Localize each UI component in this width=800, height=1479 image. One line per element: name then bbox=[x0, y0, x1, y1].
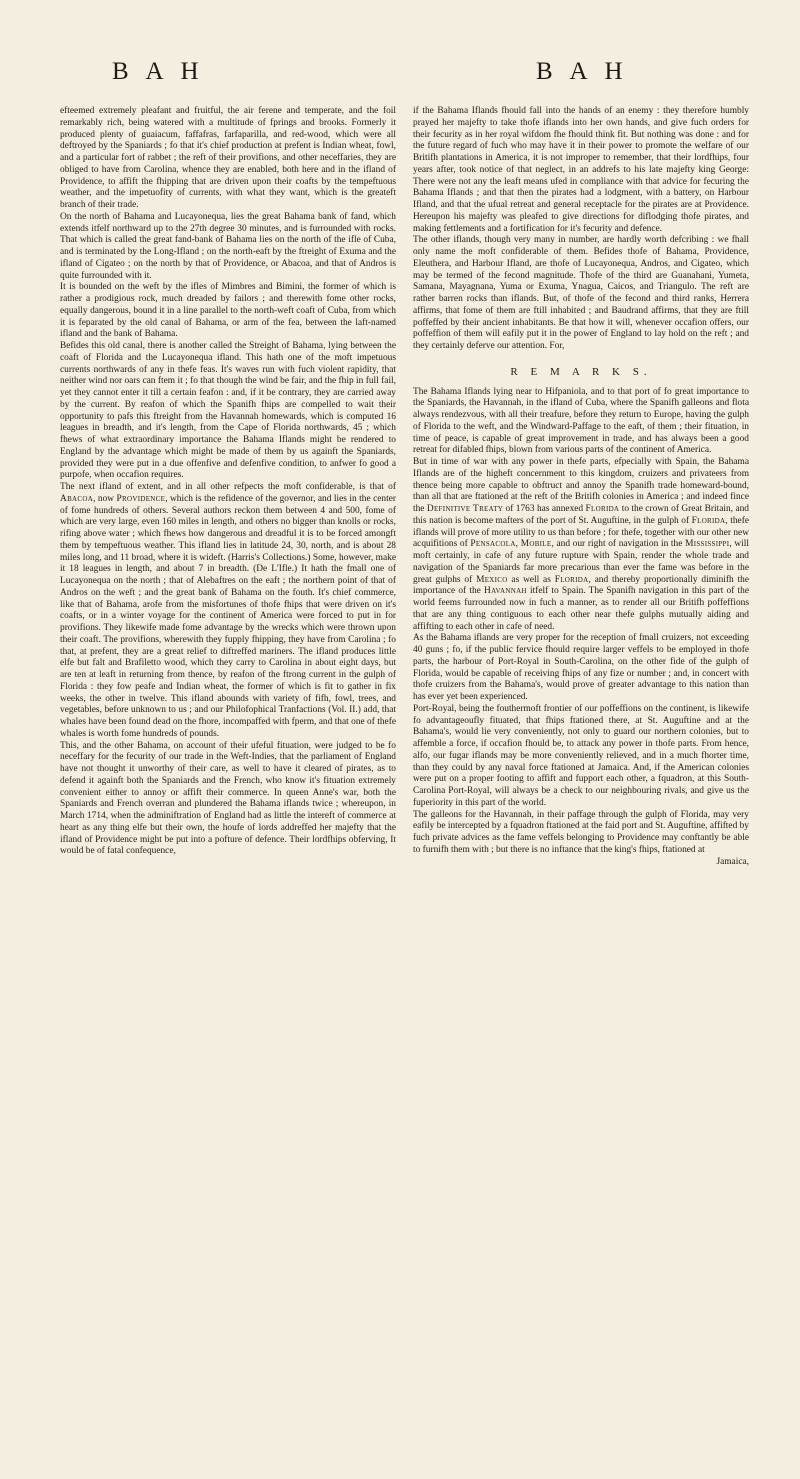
place-name: Providence bbox=[116, 493, 166, 504]
place-name: Havannah bbox=[484, 586, 527, 597]
text-run: as well as bbox=[507, 574, 555, 585]
right-column bbox=[413, 106, 749, 868]
place-name: Florida bbox=[691, 515, 726, 526]
catchword: Jamaica, bbox=[716, 856, 749, 867]
text-run: to the crown of Great Britain, and this nation is become mafters of the port of St. Auguftine, in the gulph of bbox=[413, 504, 749, 526]
paragraph: On the north of Bahama and Lucayonequa, lies the great Bahama bank of fand, which extends itfelf northward up to the 27th degree 30 minutes, and is furrounded with rocks. That which is called the great fand-bank of Bahama lies on the north of the ifle of Cuba, and is terminated by the Long-Ifland ; on the north-eaft by the ftreight of Exuma and the ifland of Cigateo ; on the north by that of Providence, or Abacoa, and that of Andros is quite furrounded with it. bbox=[60, 211, 396, 281]
text-run: , thefe iflands will prove of more utility to us than before ; for thefe, together with our other new acquifitions of bbox=[413, 515, 749, 550]
place-name: Mississippi bbox=[685, 539, 730, 550]
text-run: itfelf to Spain. The Spanifh navigation in this part of the world feems furrounded now in fuch a manner, as to render all our Britifh poffeffions that are any thing contiguous to each other near thefe gulphs mutually aiding and affifting to each other in cafe of need. bbox=[413, 586, 749, 632]
paragraph: Befides this old canal, there is another called the Streight of Bahama, lying between the coaft of Florida and the Lucayonequa ifland. This hath one of the moft impetuous currents northwards of any in thefe feas. It's waves run with fuch violent rapidity, that neither wind nor oars can ftem it ; fo that though the wind be fair, and the fhip in full fail, yet they cannot enter it till a certain feafon : and, if it be contrary, they are carried away by the current. By reafon of which the Spanifh fhips are compelled to wait their opportunity to pafs this ftreight from the Havannah homewards, which is computed 16 leagues in breadth, and it's length, from the Cape of Florida northwards, 45 ; which fhews of what extraordinary importance the Bahama Iflands might be rendered to England by the advantage which might be made of them by us againft the Spaniards, provided they were put in a due offenfive and defenfive condition, to anfwer fo good a purpofe, when occafion requires. bbox=[60, 341, 396, 481]
text-run: , now bbox=[93, 493, 117, 504]
place-name: Pensacola bbox=[470, 539, 516, 550]
paragraph: if the Bahama Iflands fhould fall into the hands of an enemy : they therefore humbly prayed her majefty to take thofe iflands into her own hands, and give fuch orders for their fecurity as in her royal wifdom fhe fhould think fit. But nothing was done : and for the future regard of fuch who may have it in their power to promote the welfare of our Britifh plantations in America, it is not improper to remember, that their lordfhips, four years after, took notice of that neglect, in an addrefs to his late majefty king George: There were not any the leaft means ufed in compliance with that advice for fecuring the Bahama Iflands ; and that then the pirates had a lodgment, with a battery, on Harbour Ifland, and that the ufual retreat and general receptacle for the pirates are at Providence. Hereupon his majefty was pleafed to give directions for diflodging thofe pirates, and making fettlements and a fortification for it's fecurity and defence. bbox=[413, 106, 749, 234]
left-column bbox=[60, 106, 396, 858]
place-name: Florida bbox=[585, 504, 620, 514]
text-run: The next ifland of extent, and in all other refpects the moft confiderable, is that of bbox=[60, 482, 396, 492]
paragraph: As the Bahama iflands are very proper for the reception of fmall cruizers, not exceeding 40 guns ; fo, if the public fervice fhould require larger veffels to be employed in thofe parts, the harbour of Port-Royal in South-Carolina, on the other fide of the gulph of Florida, would be capable of receiving fhips of any fize or number ; and, in concert with thofe cruizers from the Bahama's, would prove of greater advantage to this nation than has ever yet been experienced. bbox=[413, 633, 749, 702]
place-name: Mobile bbox=[520, 539, 552, 550]
paragraph bbox=[60, 482, 396, 741]
remarks-heading: R E M A R K S. bbox=[510, 365, 652, 378]
paragraph: The other iflands, though very many in number, are hardly worth defcribing : we fhall only name the moft confiderable of them. Befides thofe of Bahama, Providence, Eleuthera, and Harbour Ifland, are thofe of Lucayonequa, Andros, and Cigateo, which may be termed of the fecond magnitude. Thofe of the third are Guanahani, Yumeta, Samana, Mayagnana, Yuma or Exuma, Ynagua, Caicos, and Triangulo. The reft are rather barren rocks than iflands. But, of thofe of the fecond and third ranks, Herrera affirms, that fome of them are ftill inhabited ; and Baudrand affirms, that they are ftill poffeffed by their ancient inhabitants. Be that how it will, whenever occafion offers, our poffeffion of them will eafily put it in the power of England to lay hold on the reft ; and they certainly deferve our attention. For, bbox=[413, 235, 749, 351]
paragraph bbox=[413, 457, 749, 633]
page-header-left: B A H bbox=[112, 58, 205, 85]
paragraph: The galleons for the Havannah, in their paffage through the gulph of Florida, may very eafily be intercepted by a fquadron ftationed at the faid port and St. Auguftine, affifted by fuch private advices as the fame veffels belonging to Providence may conftantly be able to furnifh them with ; but there is no inftance that the king's fhips, ftationed at bbox=[413, 809, 749, 855]
place-name: Abacoa bbox=[60, 493, 94, 504]
text-run: , and thereby proportionally diminifh the importance of the bbox=[413, 574, 749, 597]
place-name: Florida bbox=[554, 574, 589, 585]
treaty-name: Definitive Treaty bbox=[426, 504, 504, 514]
paragraph: This, and the other Bahama, on account of their ufeful fituation, were judged to be fo neceffary for the fecurity of our trade in the Weft-Indies, that the parliament of England have not thought it unworthy of their care, as well to have it cleared of pirates, as to defend it againft both the Spaniards and the French, who know it's fituation extremely convenient either to annoy or affift their commerce. In queen Anne's war, both the Spaniards and French overran and plundered the Bahama iflands twice ; whereupon, in March 1714, when the adminiftration of England had as little the intereft of commerce at heart as any thing elfe but their own, the houfe of lords addreffed her majefty that the ifland of Providence might be put into a pofture of defence. Their lordfhips obferving, It would be of fatal confequence, bbox=[60, 740, 396, 857]
text-run: , will moft certainly, in cafe of any future rupture with Spain, render the whole trade and navigation of the Spaniards far more precarious than ever the fame was before in the great gulphs of bbox=[413, 539, 749, 585]
page-header-right: B A H bbox=[536, 58, 629, 85]
text-run: But in time of war with any power in thefe parts, efpecially with Spain, the Bahama Iflands are of the higheft concernment to this kingdom, cruizers and privateers from thence being more capable to obftruct and annoy the Spanifh trade homeward-bound, than all that are ftationed at the reft of the Britifh colonies in America ; and indeed fince the bbox=[413, 457, 749, 514]
text-run: , which is the refidence of the governor, and lies in the center of fome hundreds of others. Several authors reckon them between 4 and 500, fome of which are very large, even 160 miles in length, and others no bigger than knolls or rocks, rifing above water ; which fhews how dangerous and dreadful it is to be forced amongft them by tempeftuous weather. This ifland lies in latitude 24, 30, north, and is about 28 miles long, and 11 broad, where it is wideft. (Harris's Collections.) Some, however, make it 18 leagues in length, and about 7 in breadth. (De L'Ifle.) It hath the fmall one of Lucayonequa on the north ; that of Alebaftres on the eaft ; the northern point of that of Andros on the weft ; and the great bank of Bahama on the fouth. It's chief commerce, like that of Bahama, arofe from the misfortunes of thofe fhips that were driven on it's coafts, or in a winter voyage for the continent of America were forced to put in for provifions. They likewife made fome advantage by the wrecks which were thrown upon their coaft. The provifions, wherewith they fupply fhipping, they have from Carolina ; fo that, at prefent, they are a great relief to diftreffed mariners. The ifland produces little elfe but falt and Brafiletto wood, which they carry to Carolina in about eight days, but are ten at leaft in returning from thence, by reafon of the ftrong current in the gulph of Florida : they fow peafe and Indian wheat, the former of which is fit to gather in fix weeks, the other in twelve. This ifland abounds with variety of fifh, fowl, trees, and vegetables, before unknown to us ; and our Philofophical Tranfactions (Vol. II.) add, that whales have been found dead on the fhore, incompaffed with fperm, and that one of thefe whales is worth fome hundreds of pounds. bbox=[60, 493, 396, 739]
text-run: , bbox=[515, 539, 521, 550]
paragraph: It is bounded on the weft by the ifles of Mimbres and Bimini, the former of which is rather a prodigious rock, much dreaded by failors ; and therewith fome other rocks, equally dangerous, bound it in a line parallel to the north-weft coaft of Cuba, from which it is feparated by the old canal of Bahama, or arm of the fea, between the laft-named ifland and the bank of Bahama. bbox=[60, 282, 396, 340]
text-run: , and our right of navigation in the bbox=[551, 539, 686, 550]
place-name: Mexico bbox=[476, 574, 508, 585]
text-run: of 1763 has annexed bbox=[503, 504, 586, 514]
paragraph: Port-Royal, being the fouthermoft frontier of our poffeffions on the continent, is likewife fo advantageoufly fituated, that fhips ftationed there, at St. Auguftine and at the Bahama's, would lie very conveniently, not only to guard our northern colonies, but to affemble a force, if occafion fhould be, to attack any power in thofe parts. From hence, alfo, our fugar iflands may be more conveniently relieved, and in a much fhorter time, than they could by any naval force ftationed at Jamaica. And, if the American colonies were put on a proper footing to affift and fupport each other, a fquadron, at this South-Carolina Port-Royal, will always be a check to our neighbouring rivals, and give us the fuperiority in this part of the world. bbox=[413, 703, 749, 808]
paragraph: efteemed extremely pleafant and fruitful, the air ferene and temperate, and the foil remarkably rich, being watered with a multitude of fprings and brooks. Formerly it produced plenty of guaiacum, faffafras, farfaparilla, and red-wood, which were all deftroyed by the Spaniards ; fo that it's chief production at prefent is Indian wheat, fowl, and a particular fort of rabbet ; the reft of their provifions, and other neceffaries, they are obliged to have from Carolina, whence they are enabled, both here and in the ifland of Providence, to affift the fhipping that are driven upon their coafts by the tempeftuous weather, and the impetuofity of currents, with what they want, which is the greateft branch of their trade. bbox=[60, 106, 396, 210]
paragraph: The Bahama Iflands lying near to Hifpaniola, and to that port of fo great importance to the Spaniards, the Havannah, in the ifland of Cuba, where the Spanifh galleons and flota always rendezvous, with all their treafure, before they return to Europe, having the gulph of Florida to the weft, and the Windward-Paffage to the eaft, of them ; their fituation, in time of peace, is capable of great improvement in trade, and has always been a good retreat for difabled fhips, blown from various parts of the continent of America. bbox=[413, 386, 749, 456]
